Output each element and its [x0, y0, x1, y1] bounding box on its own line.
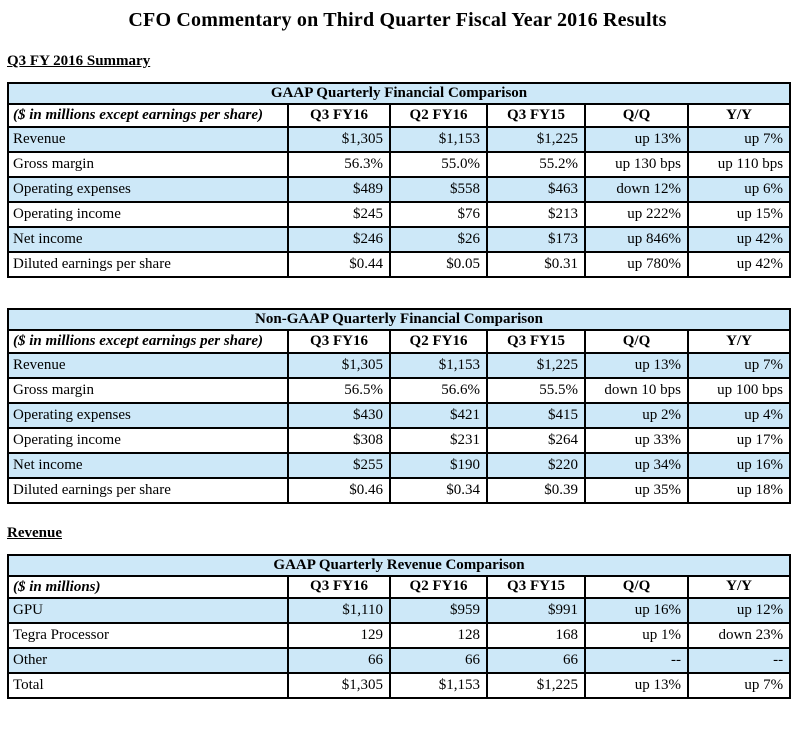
unit-label: ($ in millions except earnings per share) [8, 104, 288, 127]
gaap-financial-comparison-table [7, 82, 791, 278]
page-title: CFO Commentary on Third Quarter Fiscal Year 2016 Results [128, 9, 667, 31]
value-cell: $0.46 [288, 478, 390, 503]
table-body [8, 127, 790, 277]
value-cell: -- [688, 648, 790, 673]
value-cell: up 13% [585, 353, 688, 378]
table-row [8, 202, 790, 227]
value-cell: up 222% [585, 202, 688, 227]
value-cell: 168 [487, 623, 585, 648]
table-row [8, 453, 790, 478]
value-cell: up 130 bps [585, 152, 688, 177]
value-cell: up 33% [585, 428, 688, 453]
table-row [8, 227, 790, 252]
value-cell: up 16% [585, 598, 688, 623]
value-cell: $246 [288, 227, 390, 252]
value-cell: $0.44 [288, 252, 390, 277]
table-row [8, 648, 790, 673]
value-cell: down 12% [585, 177, 688, 202]
table-row [8, 127, 790, 152]
value-cell: up 4% [688, 403, 790, 428]
value-cell: $430 [288, 403, 390, 428]
value-cell: up 2% [585, 403, 688, 428]
value-cell: up 12% [688, 598, 790, 623]
table-body [8, 598, 790, 698]
value-cell: $173 [487, 227, 585, 252]
value-cell: up 7% [688, 673, 790, 698]
value-cell: 56.5% [288, 378, 390, 403]
value-cell: $220 [487, 453, 585, 478]
value-cell: 66 [288, 648, 390, 673]
value-cell: $0.31 [487, 252, 585, 277]
table-row [8, 673, 790, 698]
value-cell: $558 [390, 177, 487, 202]
table-title: GAAP Quarterly Revenue Comparison [8, 555, 790, 576]
value-cell: up 1% [585, 623, 688, 648]
value-cell: $0.34 [390, 478, 487, 503]
value-cell: $489 [288, 177, 390, 202]
value-cell: up 42% [688, 227, 790, 252]
value-cell: up 34% [585, 453, 688, 478]
value-cell: up 42% [688, 252, 790, 277]
column-header: Y/Y [688, 104, 790, 127]
row-label: Diluted earnings per share [8, 252, 288, 277]
value-cell: $463 [487, 177, 585, 202]
column-header: Q3 FY16 [288, 576, 390, 599]
row-label: Operating expenses [8, 403, 288, 428]
value-cell: $1,153 [390, 353, 487, 378]
row-label: Revenue [8, 127, 288, 152]
value-cell: 55.5% [487, 378, 585, 403]
value-cell: 55.2% [487, 152, 585, 177]
unit-label: ($ in millions except earnings per share) [8, 330, 288, 353]
value-cell: $213 [487, 202, 585, 227]
column-header: Q/Q [585, 330, 688, 353]
revenue-section-heading: Revenue [7, 524, 62, 541]
table-row [8, 478, 790, 503]
value-cell: 56.3% [288, 152, 390, 177]
row-label: Gross margin [8, 152, 288, 177]
summary-section-heading: Q3 FY 2016 Summary [7, 53, 151, 69]
row-label: Net income [8, 227, 288, 252]
row-label: GPU [8, 598, 288, 623]
gaap-revenue-comparison-table [7, 554, 791, 700]
column-header: Q3 FY15 [487, 104, 585, 127]
value-cell: $1,305 [288, 353, 390, 378]
value-cell: $255 [288, 453, 390, 478]
value-cell: $1,225 [487, 127, 585, 152]
table-row [8, 353, 790, 378]
value-cell: $415 [487, 403, 585, 428]
table-title: GAAP Quarterly Financial Comparison [8, 83, 790, 104]
column-header: Q3 FY15 [487, 330, 585, 353]
table-row [8, 598, 790, 623]
value-cell: up 7% [688, 127, 790, 152]
value-cell: 55.0% [390, 152, 487, 177]
column-header: Y/Y [688, 330, 790, 353]
value-cell: $1,225 [487, 353, 585, 378]
value-cell: $1,110 [288, 598, 390, 623]
column-header-row [8, 576, 790, 599]
table-title-row [8, 309, 790, 330]
row-label: Operating expenses [8, 177, 288, 202]
value-cell: $0.05 [390, 252, 487, 277]
value-cell: down 23% [688, 623, 790, 648]
value-cell: 56.6% [390, 378, 487, 403]
value-cell: $245 [288, 202, 390, 227]
value-cell: 66 [487, 648, 585, 673]
row-label: Other [8, 648, 288, 673]
value-cell: $959 [390, 598, 487, 623]
column-header: Q/Q [585, 104, 688, 127]
value-cell: $190 [390, 453, 487, 478]
table-row [8, 177, 790, 202]
table-title-row [8, 555, 790, 576]
column-header-row [8, 330, 790, 353]
value-cell: $421 [390, 403, 487, 428]
value-cell: $1,305 [288, 127, 390, 152]
value-cell: $0.39 [487, 478, 585, 503]
column-header: Y/Y [688, 576, 790, 599]
row-label: Tegra Processor [8, 623, 288, 648]
value-cell: $264 [487, 428, 585, 453]
value-cell: up 18% [688, 478, 790, 503]
row-label: Gross margin [8, 378, 288, 403]
column-header: Q3 FY15 [487, 576, 585, 599]
value-cell: $1,305 [288, 673, 390, 698]
row-label: Net income [8, 453, 288, 478]
table-row [8, 428, 790, 453]
value-cell: up 15% [688, 202, 790, 227]
value-cell: up 846% [585, 227, 688, 252]
row-label: Revenue [8, 353, 288, 378]
column-header: Q2 FY16 [390, 576, 487, 599]
table-row [8, 623, 790, 648]
value-cell: up 110 bps [688, 152, 790, 177]
row-label: Diluted earnings per share [8, 478, 288, 503]
table-body [8, 353, 790, 503]
row-label: Operating income [8, 428, 288, 453]
value-cell: $1,153 [390, 673, 487, 698]
table-row [8, 378, 790, 403]
column-header: Q2 FY16 [390, 330, 487, 353]
value-cell: $1,225 [487, 673, 585, 698]
column-header: Q2 FY16 [390, 104, 487, 127]
value-cell: $308 [288, 428, 390, 453]
value-cell: $991 [487, 598, 585, 623]
column-header-row [8, 104, 790, 127]
table-row [8, 152, 790, 177]
value-cell: up 16% [688, 453, 790, 478]
value-cell: $26 [390, 227, 487, 252]
value-cell: up 35% [585, 478, 688, 503]
value-cell: up 13% [585, 127, 688, 152]
table-row [8, 403, 790, 428]
value-cell: up 7% [688, 353, 790, 378]
value-cell: up 100 bps [688, 378, 790, 403]
value-cell: up 780% [585, 252, 688, 277]
row-label: Operating income [8, 202, 288, 227]
table-title: Non-GAAP Quarterly Financial Comparison [8, 309, 790, 330]
value-cell: 129 [288, 623, 390, 648]
value-cell: up 13% [585, 673, 688, 698]
column-header: Q3 FY16 [288, 330, 390, 353]
table-row [8, 252, 790, 277]
value-cell: 128 [390, 623, 487, 648]
value-cell: down 10 bps [585, 378, 688, 403]
value-cell: -- [585, 648, 688, 673]
table-title-row [8, 83, 790, 104]
value-cell: 66 [390, 648, 487, 673]
value-cell: $1,153 [390, 127, 487, 152]
non-gaap-financial-comparison-table [7, 308, 791, 504]
unit-label: ($ in millions) [8, 576, 288, 599]
value-cell: up 17% [688, 428, 790, 453]
value-cell: $231 [390, 428, 487, 453]
value-cell: up 6% [688, 177, 790, 202]
column-header: Q/Q [585, 576, 688, 599]
value-cell: $76 [390, 202, 487, 227]
column-header: Q3 FY16 [288, 104, 390, 127]
row-label: Total [8, 673, 288, 698]
